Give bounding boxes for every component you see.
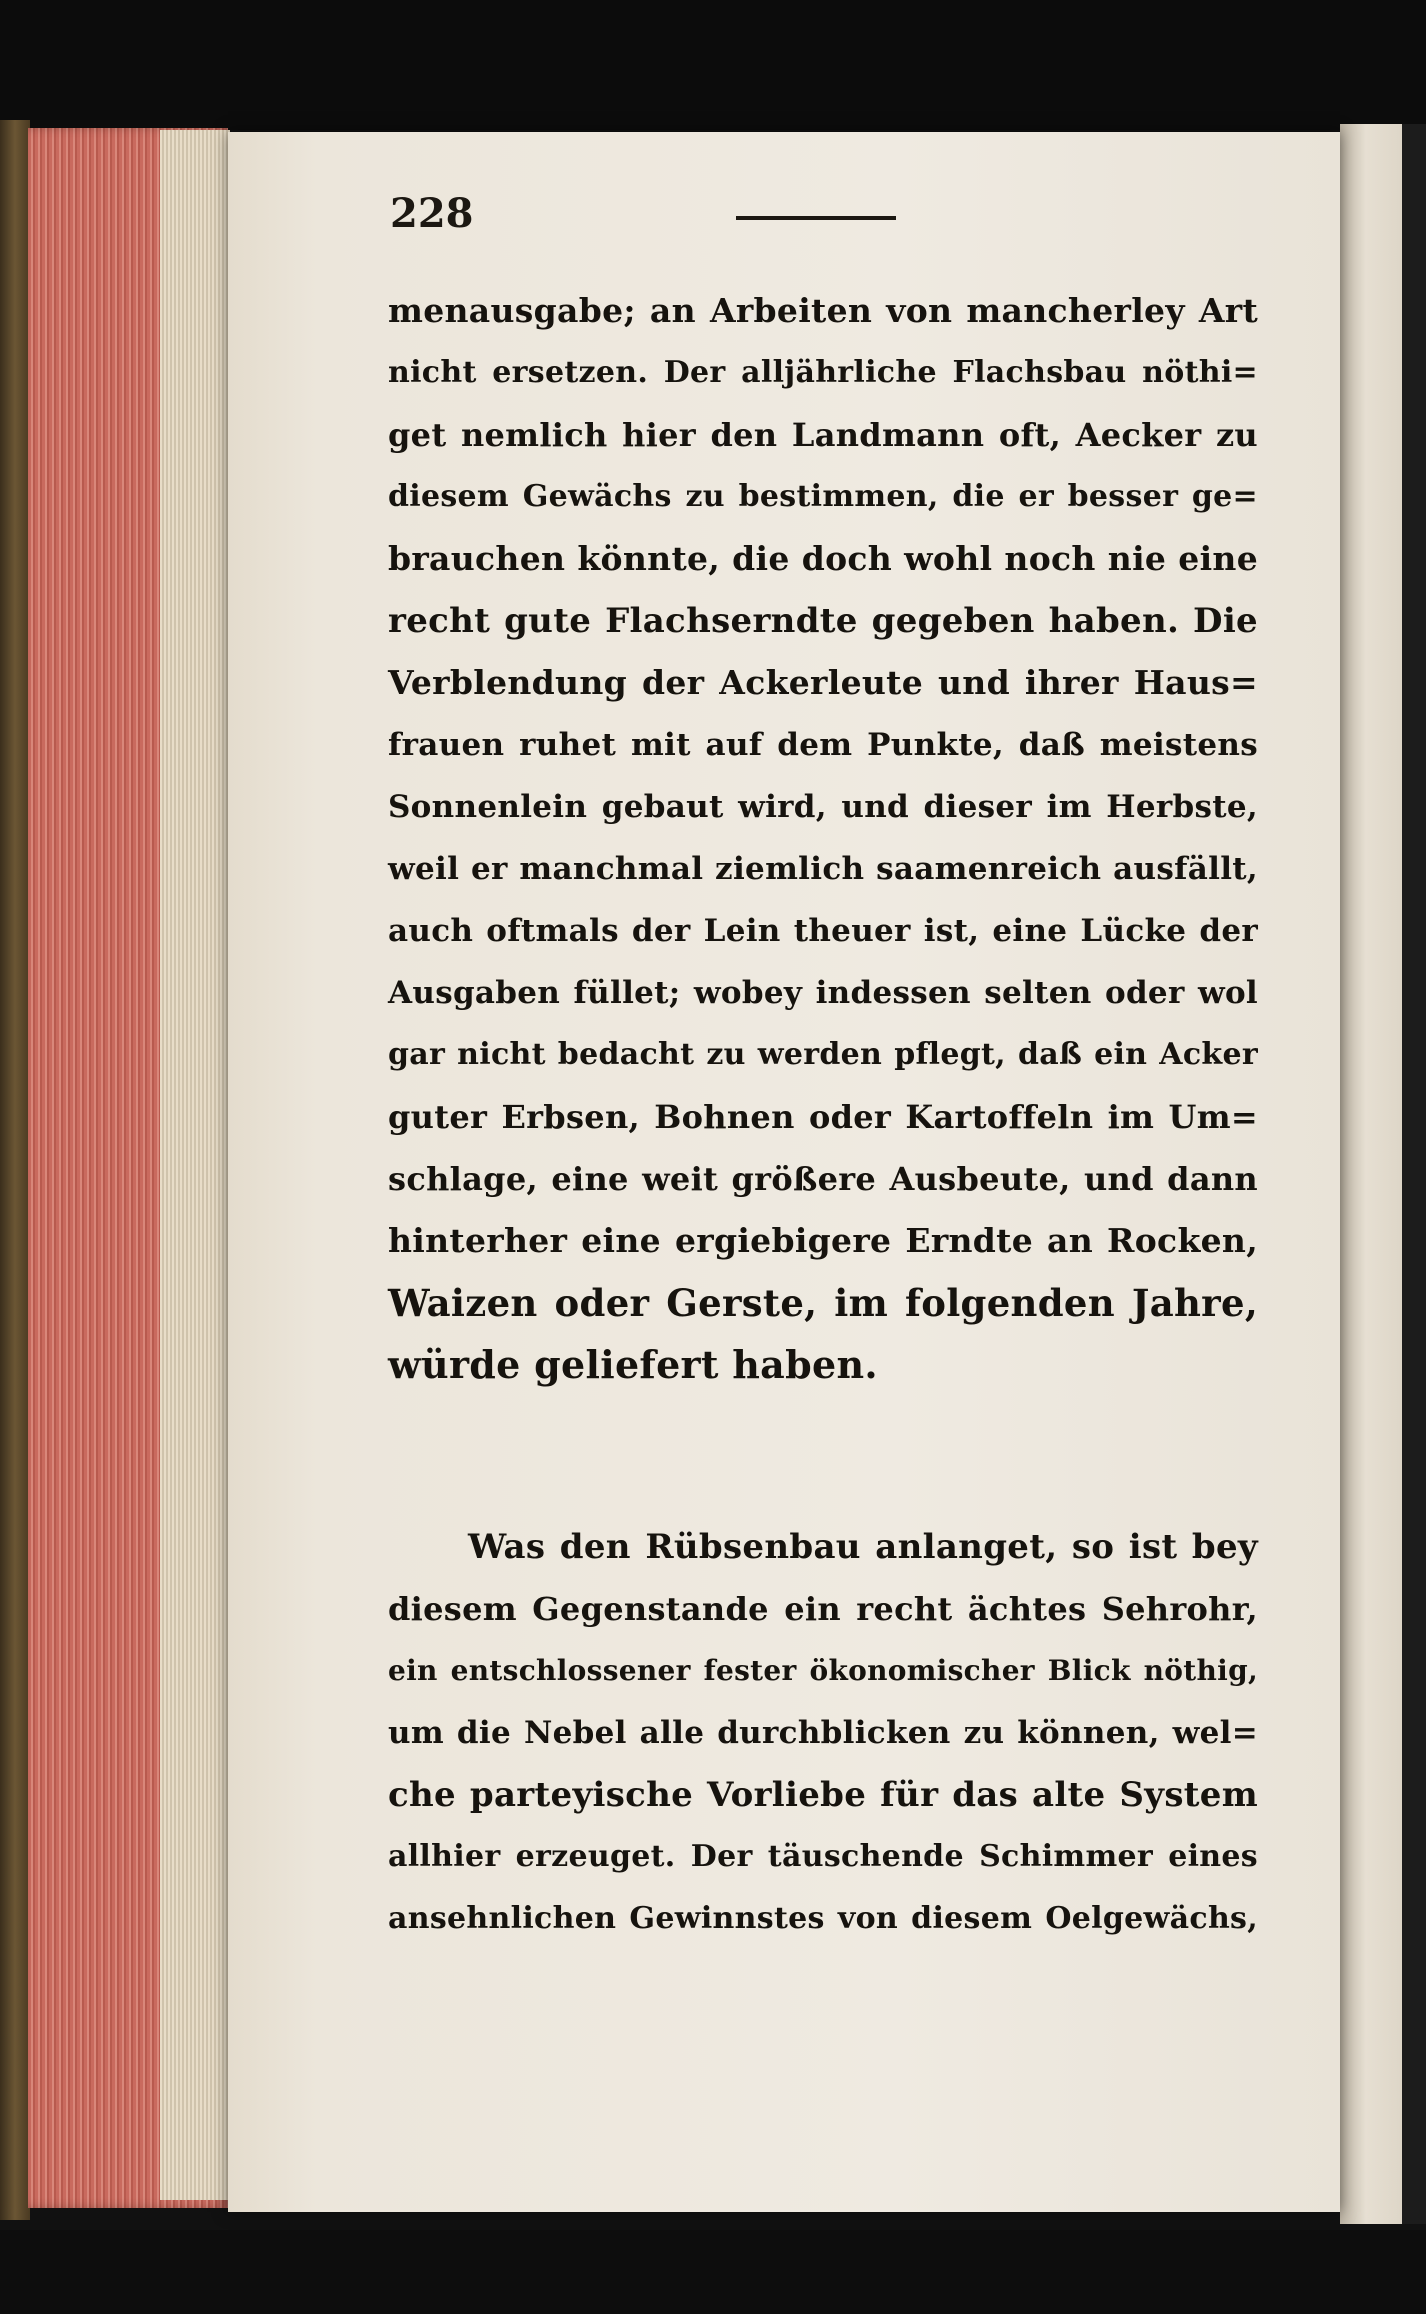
text-line: hinterher eine ergiebigere Erndte an Rocken, xyxy=(388,1221,1258,1260)
page-number: 228 xyxy=(390,190,474,237)
text-line: che parteyische Vorliebe für das alte System xyxy=(388,1775,1258,1815)
page-text xyxy=(388,280,1258,1950)
text-line: ein entschlossener fester ökonomischer Blick nöthig, xyxy=(388,1654,1258,1687)
dark-background-right xyxy=(1402,124,1426,2224)
page-stack-edges xyxy=(160,130,230,2200)
header-rule xyxy=(736,216,896,220)
text-line: Was den Rübsenbau anlanget, so ist bey xyxy=(468,1527,1258,1567)
text-line: menausgabe; an Arbeiten von mancherley Art xyxy=(388,291,1258,330)
text-line: Sonnenlein gebaut wird, und dieser im Herbste, xyxy=(388,789,1258,825)
paragraph-2 xyxy=(388,1516,1258,1950)
text-line: ansehnlichen Gewinnstes von diesem Oelgewächs, xyxy=(388,1901,1258,1936)
text-line: Verblendung der Ackerleute und ihrer Haus= xyxy=(388,663,1258,702)
text-line: allhier erzeuget. Der täuschende Schimmer eines xyxy=(388,1839,1258,1874)
dark-background-top xyxy=(0,0,1426,130)
text-line: nicht ersetzen. Der alljährliche Flachsbau nöthi= xyxy=(388,355,1258,390)
text-line: weil er manchmal ziemlich saamenreich ausfällt, xyxy=(388,851,1258,887)
book-cover-edge xyxy=(0,120,30,2220)
text-line: Waizen oder Gerste, im folgenden Jahre, xyxy=(388,1281,1258,1325)
text-line: diesem Gewächs zu bestimmen, die er besser ge= xyxy=(388,479,1258,514)
text-line: schlage, eine weit größere Ausbeute, und dann xyxy=(388,1160,1258,1198)
paragraph-gap xyxy=(388,1396,1258,1516)
dark-background-bottom xyxy=(0,2230,1426,2314)
text-line: Ausgaben füllet; wobey indessen selten oder wol xyxy=(388,975,1258,1011)
text-line: diesem Gegenstande ein recht ächtes Sehrohr, xyxy=(388,1590,1258,1628)
text-line: auch oftmals der Lein theuer ist, eine Lücke der xyxy=(388,913,1258,949)
text-line: recht gute Flachserndte gegeben haben. Die xyxy=(388,601,1258,641)
text-line: frauen ruhet mit auf dem Punkte, daß meistens xyxy=(388,727,1258,763)
text-line: get nemlich hier den Landmann oft, Aecker zu xyxy=(388,416,1258,454)
text-line: würde geliefert haben. xyxy=(388,1342,878,1387)
text-line: brauchen könnte, die doch wohl noch nie eine xyxy=(388,539,1258,578)
text-line: um die Nebel alle durchblicken zu können, wel= xyxy=(388,1715,1258,1751)
page-header xyxy=(390,190,1290,250)
paragraph-1 xyxy=(388,280,1258,1396)
text-line: gar nicht bedacht zu werden pflegt, daß ein Acker xyxy=(388,1037,1258,1072)
text-line: guter Erbsen, Bohnen oder Kartoffeln im Um= xyxy=(388,1098,1258,1136)
